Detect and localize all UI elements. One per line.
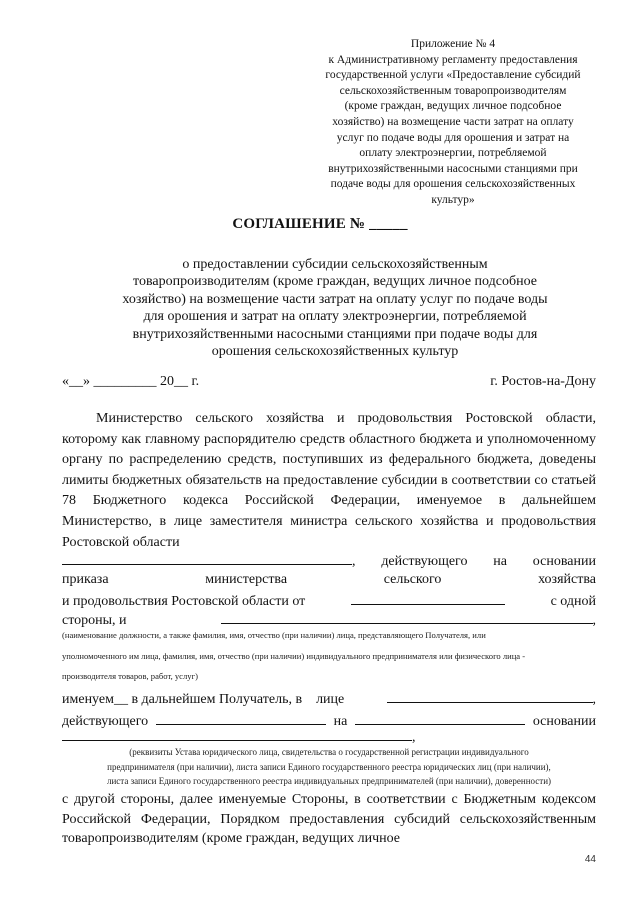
acting-line-2	[62, 710, 596, 730]
comma: ,	[592, 613, 596, 628]
person-blank	[387, 690, 593, 703]
appendix-line: (кроме граждан, ведущих личное подсобное	[344, 100, 562, 113]
appendix-line: услуг по подаче воды для орошения и затрат на	[336, 131, 570, 144]
word-economy: хозяйства	[538, 572, 596, 587]
word-ministry: министерства	[205, 572, 288, 587]
ministry-paragraph: Министерство сельского хозяйства и продовольствия Ростовской области, которому как главному распорядителю средств областного бюджета и уполномоченному органу по распределению средств, поступивших из федерального бюджета, доведены лимиты бюджетных обязательств на предоставление субсидии в соответствии со статьей 78 Бюджетного кодекса Российской Федерации, именуемое в дальнейшем Министерство, в лице заместителя министра сельского хозяйства и продовольствия Ростовской области	[62, 411, 596, 550]
agreement-date: «__» _________ 20__ г.	[62, 374, 200, 389]
appendix-header	[296, 37, 610, 209]
agreement-title: СОГЛАШЕНИЕ № _____	[232, 216, 408, 232]
word-order: приказа	[62, 572, 109, 587]
appendix-line: оплату электроэнергии, потребляемой	[359, 147, 547, 160]
one-side-text: с одной	[550, 594, 596, 609]
comma: ,	[592, 692, 596, 707]
subtitle-line: внутрихозяйственными насосными станциями при подаче воды для	[132, 326, 538, 342]
note-requisites-line: (реквизиты Устава юридического лица, свидетельства о государственной регистрации индивидуального	[129, 747, 529, 757]
word-on: на	[493, 554, 507, 569]
word-agricultural: сельского	[383, 572, 442, 587]
subtitle-line: хозяйство) на возмещение части затрат на оплату услуг по подаче воды	[122, 291, 548, 307]
provision-line	[62, 592, 596, 610]
note-requisites	[62, 745, 596, 789]
underline-gap	[156, 710, 325, 725]
appendix-line: государственной услуги «Предоставление субсидий	[325, 69, 581, 82]
note-recipient-line3: производителя товаров, работ, услуг)	[62, 671, 198, 681]
appendix-line: культур»	[431, 193, 475, 206]
named-line	[62, 690, 596, 708]
appendix-line: к Административному регламенту предоставления	[328, 53, 578, 66]
recipient-representative-blank	[221, 611, 593, 624]
word-person: лице	[316, 692, 345, 707]
word-on: на	[333, 714, 348, 729]
note-requisites-line: предпринимателя (при наличии), листа записи Единого государственного реестра юридических лиц (при наличии),	[107, 761, 551, 772]
basis-blank	[62, 728, 412, 741]
appendix-line: Приложение № 4	[410, 38, 496, 50]
party-line	[62, 611, 596, 629]
word-basis: основании	[532, 554, 596, 569]
underline-gap	[355, 710, 524, 725]
named-text: именуем__ в дальнейшем Получатель, в	[62, 692, 303, 707]
parties-paragraph: с другой стороны, далее именуемые Стороны, в соответствии с Бюджетным кодексом Российской Федерации, Порядком предоставления субсидий сельскохозяйственным товаропроизводителям (кроме граждан, ведущих личное	[62, 792, 596, 846]
basis-blank-line	[62, 728, 596, 746]
page-number: 44	[584, 854, 596, 865]
party-text: стороны, и	[62, 613, 127, 628]
appendix-line: хозяйство) на возмещение части затрат на оплату	[332, 115, 574, 128]
note-requisites-line: листа записи Единого государственного реестра индивидуальных предпринимателей (при наличии), доверенности)	[106, 776, 552, 787]
appendix-line: внутрихозяйственными насосными станциями при	[328, 162, 578, 175]
subtitle-line: товаропроизводителям (кроме граждан, ведущих личное подсобное	[133, 274, 537, 290]
comma: ,	[412, 730, 416, 745]
subtitle-line: орошения сельскохозяйственных культур	[211, 344, 459, 360]
agreement-subtitle	[62, 256, 608, 360]
note-recipient-line1: (наименование должности, а также фамилия, имя, отчество (при наличии) лица, представляющего Получателя, или	[62, 630, 486, 640]
order-line	[62, 572, 596, 588]
word-acting: действующего	[62, 714, 149, 729]
appendix-line: подаче воды для орошения сельскохозяйственных	[330, 178, 576, 191]
agreement-city: г. Ростов-на-Дону	[490, 374, 596, 389]
subtitle-line: для орошения и затрат на оплату электроэнергии, потребляемой	[143, 309, 527, 325]
word-acting: действующего	[381, 554, 468, 569]
appendix-line: сельскохозяйственным товаропроизводителям	[339, 84, 567, 97]
acting-line	[62, 552, 596, 570]
note-recipient-line2: уполномоченного им лица, фамилия, имя, отчество (при наличии) индивидуального предпринимателя или физического лица -	[62, 651, 526, 661]
comma: ,	[352, 554, 356, 569]
order-text: и продовольствия Ростовской области от	[62, 594, 306, 609]
date-place-line	[62, 374, 596, 390]
order-date-blank	[351, 592, 505, 605]
word-basis: основании	[532, 714, 596, 729]
deputy-name-blank	[62, 552, 352, 565]
subtitle-line: о предоставлении субсидии сельскохозяйственным	[182, 257, 488, 272]
